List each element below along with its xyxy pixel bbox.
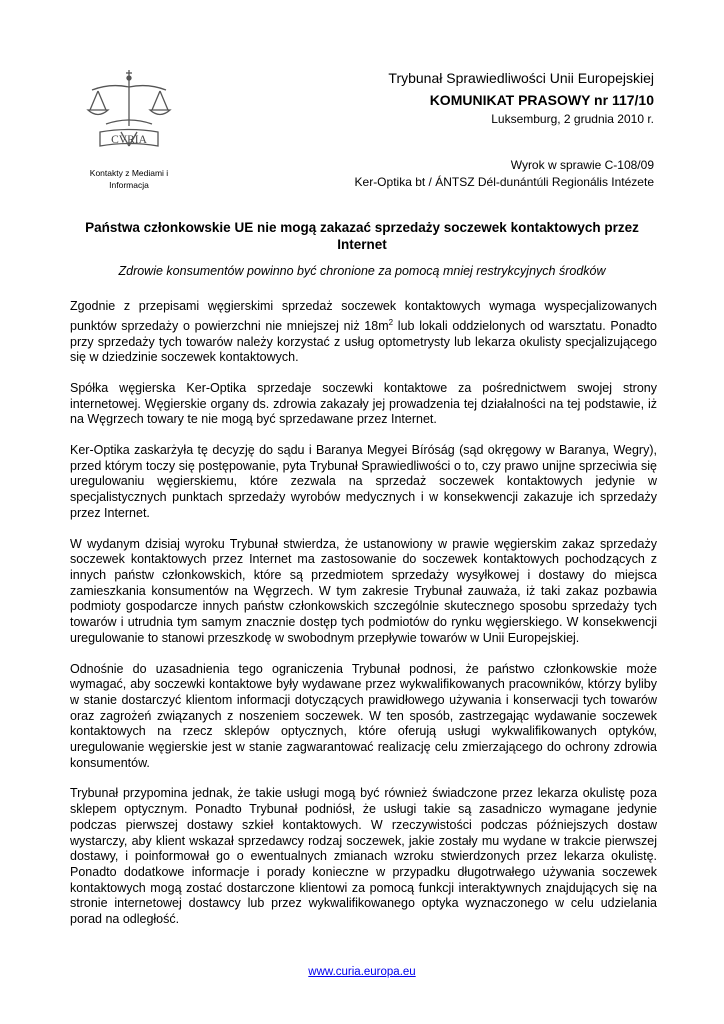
media-contact-line-2: Informacja bbox=[109, 180, 149, 190]
release-date: Luksemburg, 2 grudnia 2010 r. bbox=[491, 112, 654, 126]
logo-text: CVRIA bbox=[111, 134, 147, 146]
press-release-body bbox=[70, 299, 657, 943]
paragraph-5: Odnośnie do uzasadnienia tego ograniczenia Trybunał podnosi, że państwo członkowskie może wymagać, aby soczewki kontaktowe były wydawane przez wykwalifikowanych pracowników, którzy byliby w stanie dostarczyć klientom informacji dotyczących prawidłowego używania i konserwacji tych towarów oraz zagrożeń związanych z noszeniem soczewek. W ten sposób, zastrzegając wydawanie soczewek kontaktowych na rzecz sklepów optycznych, które oferują usługi wykwalifikowanych optyków, uregulowanie węgierskie jest w stanie zagwarantować realizację celu zmierzającego do ochrony zdrowia konsumentów. bbox=[70, 661, 657, 770]
case-parties: Ker-Optika bt / ÁNTSZ Dél-dunántúli Regionális Intézete bbox=[354, 175, 654, 189]
institution-name: Trybunał Sprawiedliwości Unii Europejskiej bbox=[388, 70, 654, 86]
case-reference: Wyrok w sprawie C-108/09 bbox=[510, 158, 654, 172]
footer bbox=[0, 966, 724, 978]
paragraph-1-part-b: lub lokali oddzielonych od warsztatu. Ponadto przy sprzedaży tych towarów należy korzystać z usług optometrysty lub lekarza okulisty specjalizującego się w dziedzinie soczewek kontaktowych. bbox=[70, 318, 657, 365]
paragraph-2: Spółka węgierska Ker-Optika sprzedaje soczewki kontaktowe za pośrednictwem swojej strony internetowej. Węgierskie organy ds. zdrowia zakazały jej prowadzenia tej działalności na tej podstawie, iż na Węgrzech towary te nie mogą być sprzedawane przez Internet. bbox=[70, 380, 657, 427]
press-release-title: Państwa członkowskie UE nie mogą zakazać sprzedaży soczewek kontaktowych przez Internet bbox=[85, 220, 639, 252]
curia-logo bbox=[86, 66, 172, 156]
press-release-number: KOMUNIKAT PRASOWY nr 117/10 bbox=[429, 92, 654, 108]
scales-of-justice-icon bbox=[86, 66, 172, 156]
media-contact-line-1: Kontakty z Mediami i bbox=[89, 168, 169, 178]
paragraph-4: W wydanym dzisiaj wyroku Trybunał stwierdza, że ustanowiony w prawie węgierskim zakaz sprzedaży soczewek kontaktowych przez Internet ma zastosowanie do soczewek kontaktowych pochodzących z innych państw członkowskich, które są przedmiotem sprzedaży wysyłkowej i dostawy do miejsca zamieszkania konsumentów na Węgrzech. W tym zakresie Trybunał zauważa, iż taki zakaz pozbawia podmioty gospodarcze innych państw członkowskich szczególnie skutecznego sposobu sprzedaży tych towarów i utrudnia tym samym znacznie dostęp tych podmiotów do rynku węgierskiego. W konsekwencji uregulowanie to stanowi przeszkodę w swobodnym przepływie towarów w Unii Europejskiej. bbox=[70, 536, 657, 645]
paragraph-1 bbox=[70, 299, 657, 366]
paragraph-3: Ker-Optika zaskarżyła tę decyzję do sądu i Baranya Megyei Bíróság (sąd okręgowy w Baranya, Wegry), przed którym toczy się postępowanie, pyta Trybunał Sprawiedliwości o to, czy prawo unijne sprzeciwia się uregulowaniu węgierskiemu, które zezwala na sprzedaż soczewek kontaktowych jedynie w specjalistycznych punktach sprzedaży wyrobów medycznych i w konsekwencji zakazuje ich sprzedaży przez Internet. bbox=[70, 443, 657, 520]
paragraph-6: Trybunał przypomina jednak, że takie usługi mogą być również świadczone przez lekarza okulistę poza sklepem optycznym. Ponadto Trybunał podniósł, że usługi takie są zasadniczo wymagane jedynie podczas pierwszej dostawy szkieł kontaktowych. W rzeczywistości podczas późniejszych dostaw wystarczy, aby klient wskazał sprzedawcy rodzaj soczewek, jakie zostały mu wydane w trakcie pierwszej dostawy, i poinformował go o ewentualnych zmianach wzroku stwierdzonych przez lekarza okulistę. Ponadto dodatkowe informacje i porady konieczne w przypadku długotrwałego używania soczewek kontaktowych mogą zostać dostarczone klientowi za pomocą funkcji interaktywnych znajdujących się na stronie internetowej dostawcy lub przez wykwalifikowanego optyka wyznaczonego w celu udzielania porad na odległość. bbox=[70, 786, 657, 927]
press-release-subtitle: Zdrowie konsumentów powinno być chronione za pomocą mniej restrykcyjnych środków bbox=[118, 264, 606, 278]
curia-website-link[interactable]: www.curia.europa.eu bbox=[308, 966, 416, 978]
paragraph-1-part-a: Zgodnie z przepisami węgierskimi sprzedaż soczewek kontaktowych wymaga wyspecjalizowanych punktów sprzedaży o powierzchni nie mniejszej niż 18m bbox=[70, 299, 657, 333]
area-superscript: 2 bbox=[388, 317, 394, 327]
media-contact-label bbox=[74, 167, 184, 191]
